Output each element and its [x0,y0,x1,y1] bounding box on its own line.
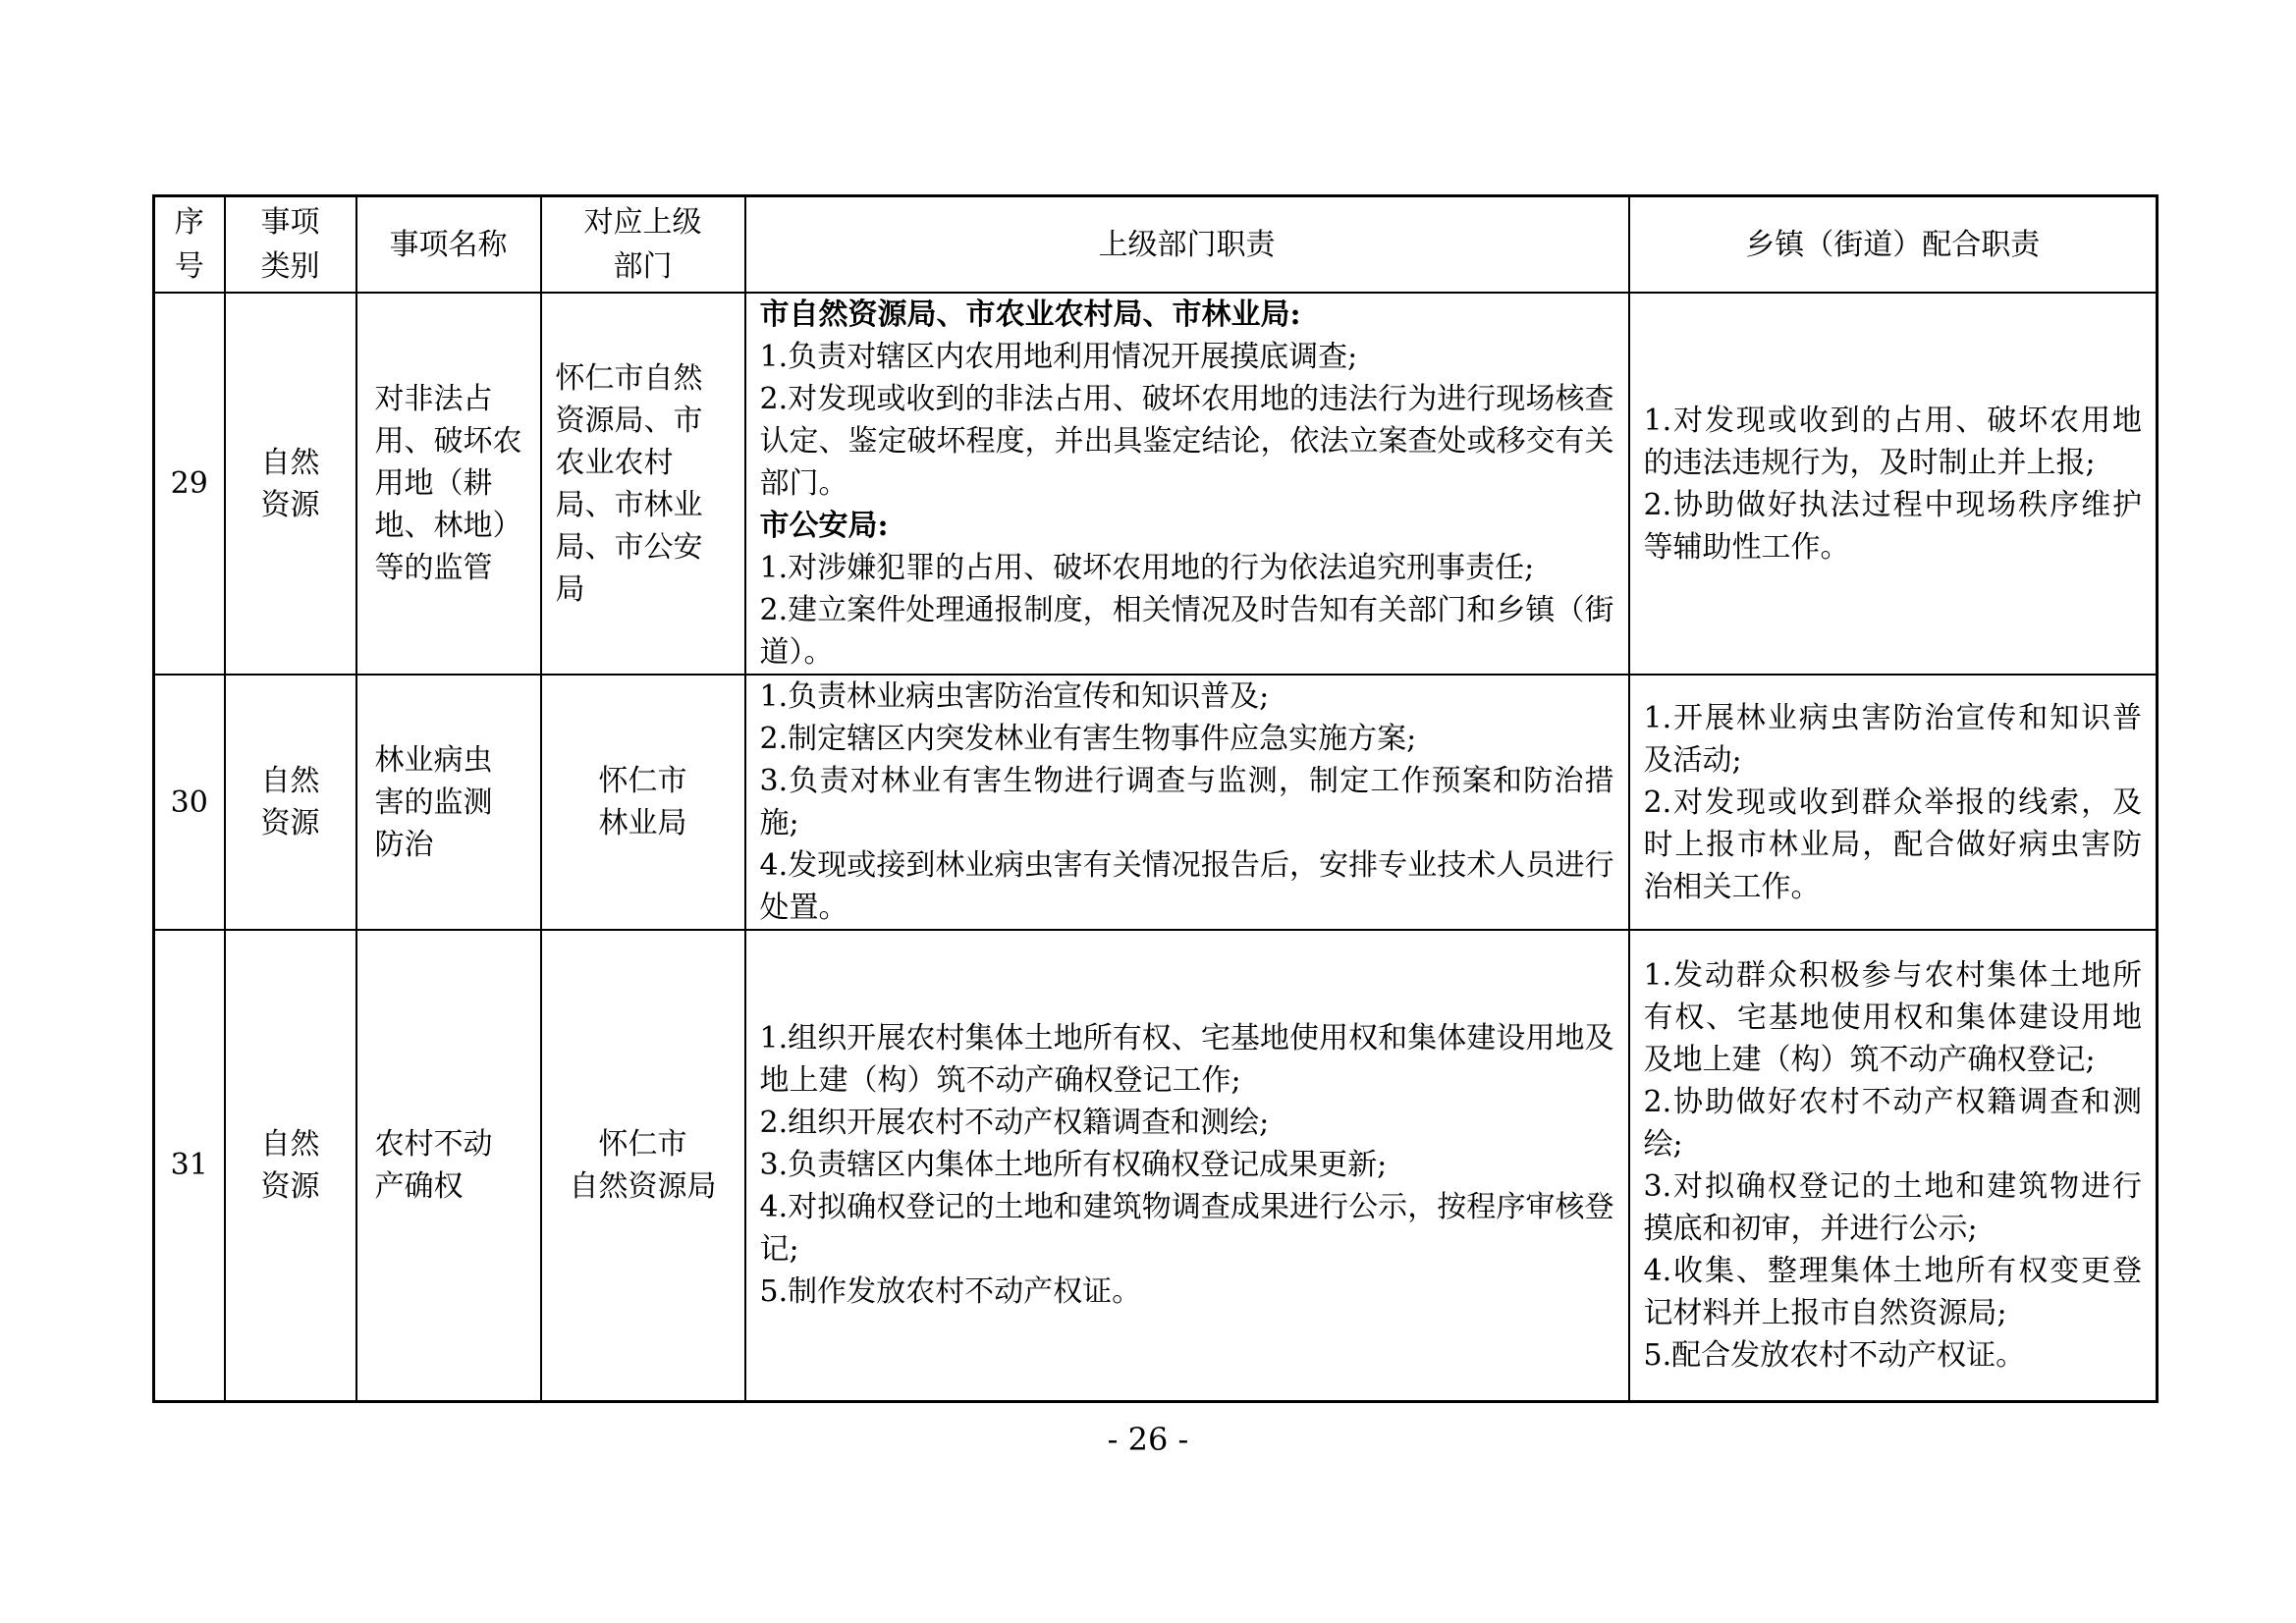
item-name-line: 防治 [374,827,434,862]
upper-duty-item: 2.建立案件处理通报制度，相关情况及时告知有关部门和乡镇（街道）。 [759,593,1614,670]
upper-duty-item: 1.组织开展农村集体土地所有权、宅基地使用权和集体建设用地及地上建（构）筑不动产确权登记工作; [759,1021,1614,1099]
town-duty-item: 2.对发现或收到群众举报的线索，及时上报市林业局，配合做好病虫害防治相关工作。 [1643,784,2142,904]
upper-duty-item: 1.负责对辖区内农用地利用情况开展摸底调查; [759,340,1358,374]
dept-line: 农业农村 [555,445,674,480]
category-cell [225,675,356,930]
town-duty-item: 2.协助做好农村不动产权籍调查和测绘; [1643,1084,2142,1162]
item-name-cell [356,675,541,930]
town-duties-cell [1629,930,2158,1401]
upper-duty-item: 4.对拟确权登记的土地和建筑物调查成果进行公示，按程序审核登记; [759,1190,1614,1268]
header-dept [541,196,745,294]
dept-line: 林业局 [598,806,687,840]
header-category-line: 类别 [260,249,320,284]
item-name-line: 等的监管 [374,551,493,585]
town-duties-cell [1629,675,2158,930]
upper-duty-item: 市公安局: [759,509,889,543]
dept-line: 怀仁市 [598,1126,687,1162]
table-row [154,930,2158,1401]
town-duty-item: 1.发动群众积极参与农村集体土地所有权、宅基地使用权和集体建设用地及地上建（构）筑不动产确权登记; [1643,957,2142,1077]
upper-duties-cell [745,675,1629,930]
dept-line: 资源局、市 [555,403,703,438]
item-name-line: 对非法占 [374,382,493,416]
town-duty-item: 2.协助做好执法过程中现场秩序维护等辅助性工作。 [1643,487,2142,565]
item-name-cell [356,293,541,675]
item-name-line: 林业病虫 [374,742,493,778]
header-upper-duties: 上级部门职责 [745,196,1629,294]
upper-duties-cell [745,930,1629,1401]
town-duty-item: 1.开展林业病虫害防治宣传和知识普及活动; [1643,700,2142,778]
header-town-duties: 乡镇（街道）配合职责 [1629,196,2158,294]
upper-duty-item: 3.负责辖区内集体土地所有权确权登记成果更新; [759,1148,1388,1183]
responsibility-table [152,194,2159,1403]
upper-duty-item: 2.对发现或收到的非法占用、破坏农用地的违法行为进行现场核查认定、鉴定破坏程度，并出具鉴定结论，依法立案查处或移交有关部门。 [759,382,1614,501]
item-name-line: 农村不动 [374,1126,493,1162]
table-body [154,293,2158,1401]
dept-line: 自然资源局 [569,1168,717,1204]
upper-duties-cell [745,293,1629,675]
item-name-line: 用地（耕 [374,466,493,501]
header-seq-line: 序 [174,205,204,240]
header-seq-line: 号 [174,249,204,284]
upper-duty-item: 1.对涉嫌犯罪的占用、破坏农用地的行为依法追究刑事责任; [759,551,1535,585]
table-row [154,293,2158,675]
header-category-line: 事项 [260,205,320,240]
category-line: 资源 [260,806,320,840]
page-number: - 26 - [1107,1421,1189,1458]
item-name-line: 产确权 [374,1168,464,1204]
category-line: 资源 [260,487,320,522]
upper-duty-item: 市自然资源局、市农业农村局、市林业局: [759,298,1301,332]
dept-cell [541,293,745,675]
header-name: 事项名称 [356,196,541,294]
upper-duty-item: 2.制定辖区内突发林业有害生物事件应急实施方案; [759,722,1417,756]
dept-line: 怀仁市自然 [555,360,703,396]
category-line: 资源 [260,1168,320,1204]
town-duty-item: 3.对拟确权登记的土地和建筑物进行摸底和初审，并进行公示; [1643,1168,2142,1246]
town-duties-cell [1629,293,2158,675]
header-dept-line: 对应上级 [583,205,702,240]
header-seq [154,196,225,294]
town-duty-item: 4.收集、整理集体土地所有权变更登记材料并上报市自然资源局; [1643,1253,2142,1330]
item-name-cell [356,930,541,1401]
table-header-row [154,196,2158,294]
dept-line: 局、市林业 [555,487,703,522]
category-line: 自然 [260,764,320,798]
upper-duty-item: 5.制作发放农村不动产权证。 [759,1274,1142,1310]
town-duty-item: 5.配合发放农村不动产权证。 [1643,1337,2026,1373]
town-duty-item: 1.对发现或收到的占用、破坏农用地的违法违规行为，及时制止并上报; [1643,403,2142,480]
dept-line: 局 [555,571,585,607]
upper-duty-item: 3.负责对林业有害生物进行调查与监测，制定工作预案和防治措施; [759,764,1614,840]
upper-duty-item: 2.组织开展农村不动产权籍调查和测绘; [759,1106,1270,1141]
header-dept-line: 部门 [613,249,673,284]
seq-cell: 29 [154,293,225,675]
item-name-line: 用、破坏农 [374,424,522,459]
seq-cell: 31 [154,930,225,1401]
table-row [154,675,2158,930]
header-category [225,196,356,294]
dept-cell [541,675,745,930]
item-name-line: 害的监测 [374,784,493,820]
category-line: 自然 [260,445,320,480]
dept-cell [541,930,745,1401]
category-line: 自然 [260,1126,320,1162]
upper-duty-item: 4.发现或接到林业病虫害有关情况报告后，安排专业技术人员进行处置。 [759,848,1614,925]
category-cell [225,930,356,1401]
seq-cell: 30 [154,675,225,930]
item-name-line: 地、林地） [374,509,522,543]
dept-line: 局、市公安 [555,529,703,565]
upper-duty-item: 1.负责林业病虫害防治宣传和知识普及; [759,679,1270,714]
dept-line: 怀仁市 [598,764,687,798]
category-cell [225,293,356,675]
